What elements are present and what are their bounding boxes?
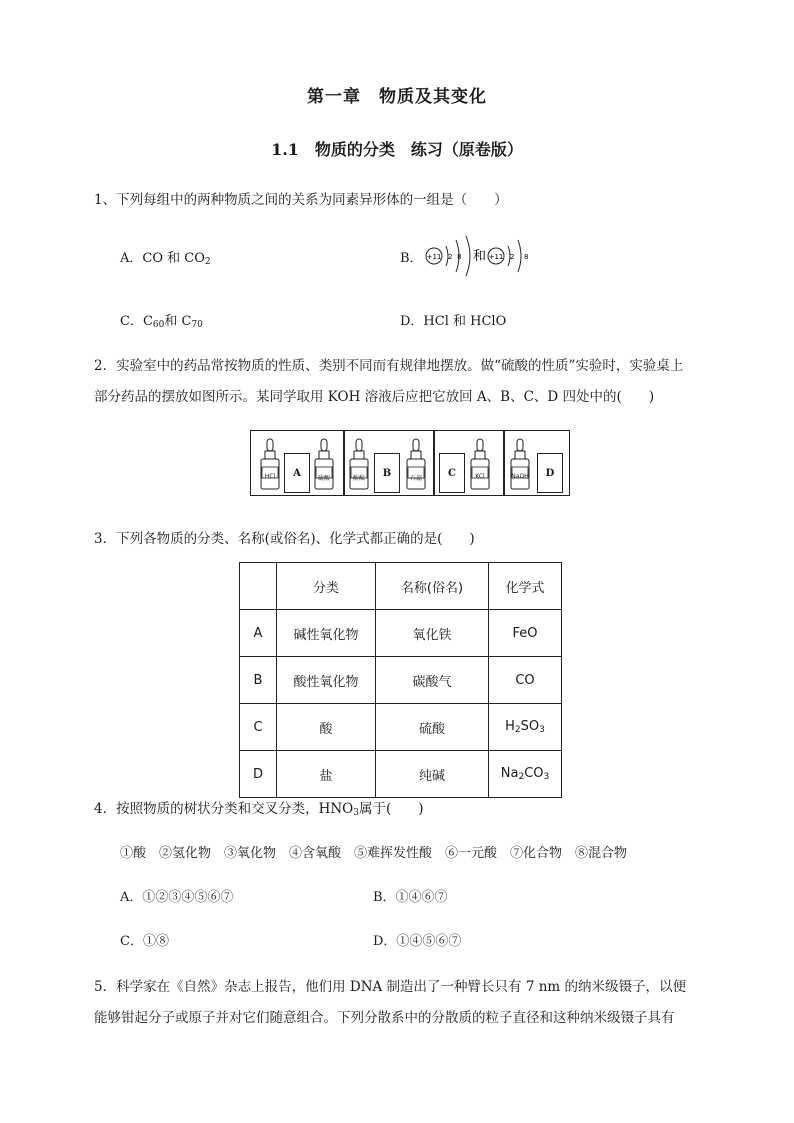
- bottle-icon: [405, 437, 427, 491]
- bottle-icon: [469, 437, 491, 491]
- bottle-icon: [348, 437, 370, 491]
- bottle-label-kcl: KCl: [475, 473, 485, 480]
- q2-line-1: 2．实验室中的药品常按物质的性质、类别不同而有规律地摆放。做“硫酸的性质”实验时，实验桌上: [94, 358, 684, 374]
- slot-a: A: [284, 453, 310, 493]
- q4-option-a: A．①②③④⑤⑥⑦: [120, 890, 234, 905]
- table-cell-name: 氧化铁: [376, 610, 489, 657]
- atom-diagram-2: [488, 240, 528, 272]
- q1-b-and: 和: [473, 249, 487, 264]
- q1-option-d: D．HCl 和 HClO: [400, 314, 507, 329]
- section-title: 1.1 物质的分类 练习（原卷版）: [271, 140, 523, 159]
- q3-table: [239, 562, 562, 798]
- bottle-icon: [313, 437, 335, 491]
- slot-b: B: [374, 453, 400, 493]
- atom2-shell-2: 8: [524, 253, 529, 261]
- table-cell-formula: FeO: [489, 610, 562, 657]
- table-cell-option: A: [240, 610, 277, 657]
- q1-option-c: C．$C_{60}$和 $C_{70}$: [120, 314, 203, 330]
- q1-option-a: A．CO 和 $CO_2$: [120, 251, 211, 267]
- slot-c: C: [439, 453, 465, 493]
- bottle-label-litmus: 石蕊: [409, 475, 422, 482]
- q4-option-b: B．①④⑥⑦: [373, 890, 448, 905]
- table-cell-class: 碱性氧化物: [277, 610, 376, 657]
- q1-stem: 1、下列每组中的两种物质之间的关系为同素异形体的一组是（ ）: [94, 192, 508, 208]
- table-cell-name: 硫酸: [376, 704, 489, 751]
- q4-items: ①酸 ②氢化物 ③氧化物 ④含氧酸 ⑤难挥发性酸 ⑥一元酸 ⑦化合物 ⑧混合物: [120, 846, 628, 861]
- chapter-title: 第一章 物质及其变化: [307, 87, 487, 107]
- table-cell-formula: CO: [489, 657, 562, 704]
- atom2-core-label: +11: [488, 253, 504, 261]
- atom2-shell-1: 2: [510, 253, 515, 261]
- table-cell-formula: $H_2SO_3$: [489, 704, 562, 751]
- table-cell-class: 盐: [277, 751, 376, 798]
- q4-option-c: C．①⑧: [120, 934, 169, 949]
- atom-diagram-1: [426, 236, 470, 276]
- atom1-shell-1: 2: [448, 253, 453, 261]
- table-row: [240, 704, 562, 751]
- table-header-cell: 化学式: [489, 563, 562, 610]
- q5-line-2: 能够钳起分子或原子并对它们随意组合。下列分散系中的分散质的粒子直径和这种纳米级镊子具有: [94, 1010, 675, 1026]
- reagent-shelf-figure: [250, 430, 570, 496]
- table-cell-name: 碳酸气: [376, 657, 489, 704]
- q4-option-d: D．①④⑤⑥⑦: [373, 934, 462, 949]
- table-header-cell: 名称(俗名): [376, 563, 489, 610]
- bottle-label-phenolphthalein: 酚酞: [352, 475, 365, 482]
- q4-stem: 4．按照物质的树状分类和交叉分类，$HNO_3$属于( ): [94, 801, 424, 818]
- atom1-core-label: +11: [426, 253, 442, 261]
- table-header-row: [240, 563, 562, 610]
- table-row: [240, 610, 562, 657]
- table-cell-option: B: [240, 657, 277, 704]
- q3-stem: 3．下列各物质的分类、名称(或俗名)、化学式都正确的是( ): [94, 531, 475, 547]
- q5-line-1: 5．科学家在《自然》杂志上报告，他们用 DNA 制造出了一种臂长只有 7 nm 的纳米级镊子，以便: [94, 979, 687, 995]
- table-cell-class: 酸性氧化物: [277, 657, 376, 704]
- table-cell-option: D: [240, 751, 277, 798]
- table-row: [240, 657, 562, 704]
- q1-option-b-label: B．: [400, 251, 423, 266]
- bottle-label-naoh: NaOH: [511, 473, 529, 480]
- q1-option-b-atom-diagrams: [424, 234, 534, 278]
- bottle-icon: [509, 437, 531, 491]
- table-row: [240, 751, 562, 798]
- bottle-icon: [259, 437, 281, 491]
- q2-line-2: 部分药品的摆放如图所示。某同学取用 KOH 溶液后应把它放回 A、B、C、D 四处中的( ): [94, 389, 655, 405]
- bottle-label-hcl: HCl: [264, 473, 276, 480]
- slot-d: D: [537, 453, 563, 493]
- bottle-label-sulfuric: 硫酸: [317, 475, 330, 482]
- table-header-cell: 分类: [277, 563, 376, 610]
- table-cell-name: 纯碱: [376, 751, 489, 798]
- table-cell-formula: $Na_2CO_3$: [489, 751, 562, 798]
- table-cell-option: C: [240, 704, 277, 751]
- table-header-cell: [240, 563, 277, 610]
- atom1-shell-2: 8: [457, 253, 462, 261]
- table-cell-class: 酸: [277, 704, 376, 751]
